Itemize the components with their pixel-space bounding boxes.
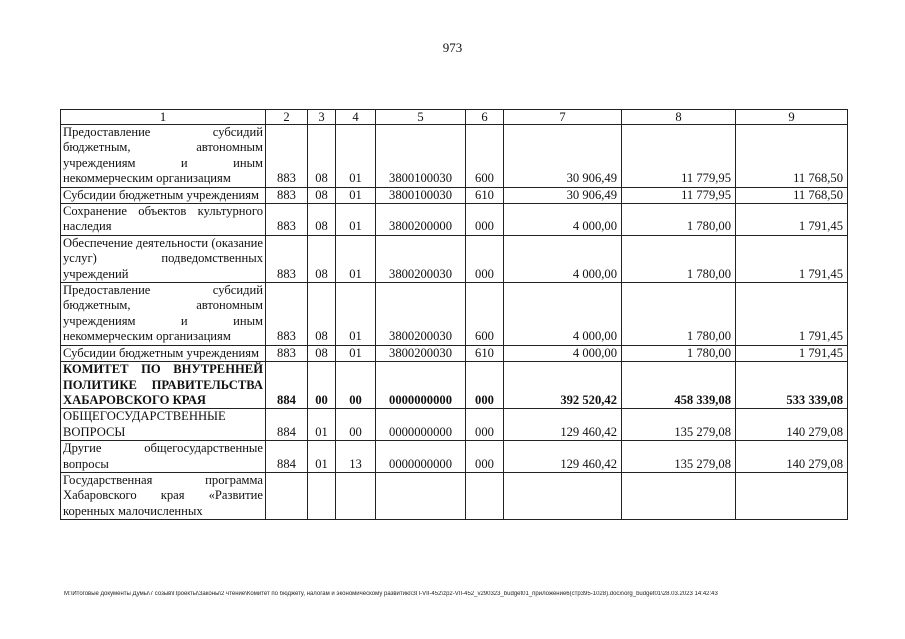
section-cell: 08 xyxy=(308,125,336,188)
subsection-cell xyxy=(336,472,376,519)
amount-2024-cell: 11 779,95 xyxy=(622,125,736,188)
section-cell: 08 xyxy=(308,283,336,346)
row-name-cell: Другие общегосударственные вопросы xyxy=(61,441,266,473)
table-header-row xyxy=(61,110,848,125)
column-header: 2 xyxy=(266,110,308,125)
amount-2024-cell: 11 779,95 xyxy=(622,187,736,203)
section-cell: 01 xyxy=(308,441,336,473)
amount-2025-cell: 11 768,50 xyxy=(736,125,848,188)
admin-code-cell: 884 xyxy=(266,409,308,441)
amount-2023-cell: 4 000,00 xyxy=(504,283,622,346)
table-row xyxy=(61,187,848,203)
table-row xyxy=(61,204,848,236)
target-article-cell: 0000000000 xyxy=(376,362,466,409)
amount-2023-cell: 30 906,49 xyxy=(504,187,622,203)
column-header: 9 xyxy=(736,110,848,125)
table-row xyxy=(61,441,848,473)
subsection-cell: 01 xyxy=(336,187,376,203)
table-row xyxy=(61,283,848,346)
column-header: 5 xyxy=(376,110,466,125)
row-name-cell: Субсидии бюджетным учреждениям xyxy=(61,345,266,361)
table-row xyxy=(61,125,848,188)
subsection-cell: 01 xyxy=(336,204,376,236)
target-article-cell: 3800200030 xyxy=(376,345,466,361)
row-name-cell: Обеспечение деятельности (оказание услуг) подведомственных учреждений xyxy=(61,235,266,282)
subsection-cell: 13 xyxy=(336,441,376,473)
target-article-cell: 0000000000 xyxy=(376,409,466,441)
amount-2023-cell: 4 000,00 xyxy=(504,204,622,236)
admin-code-cell: 883 xyxy=(266,125,308,188)
section-cell: 00 xyxy=(308,362,336,409)
row-name-cell: Субсидии бюджетным учреждениям xyxy=(61,187,266,203)
column-header: 1 xyxy=(61,110,266,125)
amount-2023-cell xyxy=(504,472,622,519)
amount-2023-cell: 4 000,00 xyxy=(504,235,622,282)
amount-2023-cell: 4 000,00 xyxy=(504,345,622,361)
amount-2023-cell: 129 460,42 xyxy=(504,441,622,473)
admin-code-cell: 883 xyxy=(266,345,308,361)
table-row xyxy=(61,472,848,519)
subsection-cell: 00 xyxy=(336,409,376,441)
amount-2023-cell: 30 906,49 xyxy=(504,125,622,188)
section-cell: 08 xyxy=(308,204,336,236)
amount-2024-cell: 1 780,00 xyxy=(622,204,736,236)
page-number: 973 xyxy=(442,40,463,55)
column-header: 6 xyxy=(466,110,504,125)
target-article-cell xyxy=(376,472,466,519)
amount-2025-cell: 1 791,45 xyxy=(736,204,848,236)
admin-code-cell: 883 xyxy=(266,187,308,203)
amount-2024-cell: 1 780,00 xyxy=(622,283,736,346)
expense-type-cell: 600 xyxy=(466,125,504,188)
amount-2025-cell: 140 279,08 xyxy=(736,409,848,441)
amount-2025-cell: 140 279,08 xyxy=(736,441,848,473)
row-name-cell: КОМИТЕТ ПО ВНУТРЕННЕЙ ПОЛИТИКЕ ПРАВИТЕЛЬСТВА ХАБАРОВСКОГО КРАЯ xyxy=(61,362,266,409)
admin-code-cell: 884 xyxy=(266,441,308,473)
row-name-cell: Сохранение объектов культурного наследия xyxy=(61,204,266,236)
column-header: 8 xyxy=(622,110,736,125)
amount-2025-cell: 1 791,45 xyxy=(736,283,848,346)
subsection-cell: 01 xyxy=(336,345,376,361)
section-cell: 08 xyxy=(308,345,336,361)
target-article-cell: 3800200000 xyxy=(376,204,466,236)
amount-2024-cell: 135 279,08 xyxy=(622,409,736,441)
table-row xyxy=(61,345,848,361)
row-name-cell: Предоставление субсидий бюджетным, автономным учреждениям и иным некоммерческим организациям xyxy=(61,125,266,188)
amount-2024-cell xyxy=(622,472,736,519)
amount-2024-cell: 135 279,08 xyxy=(622,441,736,473)
admin-code-cell xyxy=(266,472,308,519)
column-header: 7 xyxy=(504,110,622,125)
subsection-cell: 00 xyxy=(336,362,376,409)
target-article-cell: 3800100030 xyxy=(376,125,466,188)
column-header: 4 xyxy=(336,110,376,125)
document-footer-path: M:\Итоговые документы Думы\7 созыв\Проекты\Законы\2 чтение\Комитет по бюджету, налогам и экономическому развитию\ЗП-VII-452\zp2-VII-452_v290323_budget01_приложение6(стр395-1028).docx\org_budget01\28.03.2023 14:42:43 xyxy=(64,591,718,597)
section-cell: 08 xyxy=(308,187,336,203)
expense-type-cell: 000 xyxy=(466,362,504,409)
subsection-cell: 01 xyxy=(336,235,376,282)
table-row xyxy=(61,362,848,409)
admin-code-cell: 884 xyxy=(266,362,308,409)
row-name-cell: ОБЩЕГОСУДАРСТВЕННЫЕ ВОПРОСЫ xyxy=(61,409,266,441)
expense-type-cell: 610 xyxy=(466,345,504,361)
amount-2025-cell: 1 791,45 xyxy=(736,345,848,361)
amount-2024-cell: 1 780,00 xyxy=(622,345,736,361)
expense-type-cell: 000 xyxy=(466,204,504,236)
row-name-cell: Предоставление субсидий бюджетным, автономным учреждениям и иным некоммерческим организациям xyxy=(61,283,266,346)
table-row xyxy=(61,409,848,441)
expense-type-cell: 610 xyxy=(466,187,504,203)
expense-type-cell: 000 xyxy=(466,409,504,441)
row-name-cell: Государственная программа Хабаровского края «Развитие коренных малочисленных xyxy=(61,472,266,519)
budget-table xyxy=(60,109,848,520)
amount-2025-cell: 1 791,45 xyxy=(736,235,848,282)
amount-2024-cell: 458 339,08 xyxy=(622,362,736,409)
amount-2025-cell: 533 339,08 xyxy=(736,362,848,409)
column-header: 3 xyxy=(308,110,336,125)
admin-code-cell: 883 xyxy=(266,235,308,282)
target-article-cell: 3800200030 xyxy=(376,283,466,346)
table-row xyxy=(61,235,848,282)
amount-2025-cell: 11 768,50 xyxy=(736,187,848,203)
amount-2024-cell: 1 780,00 xyxy=(622,235,736,282)
amount-2023-cell: 129 460,42 xyxy=(504,409,622,441)
expense-type-cell: 000 xyxy=(466,441,504,473)
target-article-cell: 3800100030 xyxy=(376,187,466,203)
section-cell: 08 xyxy=(308,235,336,282)
amount-2025-cell xyxy=(736,472,848,519)
target-article-cell: 0000000000 xyxy=(376,441,466,473)
admin-code-cell: 883 xyxy=(266,204,308,236)
amount-2023-cell: 392 520,42 xyxy=(504,362,622,409)
section-cell: 01 xyxy=(308,409,336,441)
section-cell xyxy=(308,472,336,519)
subsection-cell: 01 xyxy=(336,283,376,346)
expense-type-cell xyxy=(466,472,504,519)
target-article-cell: 3800200030 xyxy=(376,235,466,282)
admin-code-cell: 883 xyxy=(266,283,308,346)
subsection-cell: 01 xyxy=(336,125,376,188)
expense-type-cell: 000 xyxy=(466,235,504,282)
expense-type-cell: 600 xyxy=(466,283,504,346)
